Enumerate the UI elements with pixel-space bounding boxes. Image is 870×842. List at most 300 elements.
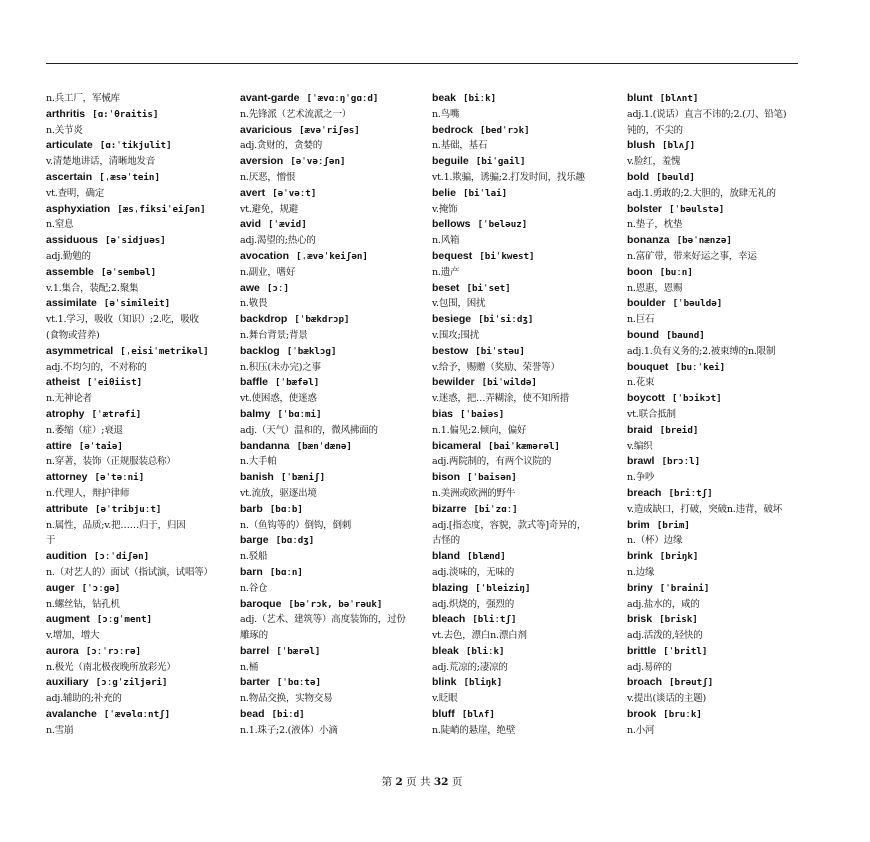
- definition-line: [627, 154, 803, 170]
- column-2: [240, 91, 416, 739]
- headword-line: [432, 502, 608, 518]
- headword-line: [627, 549, 803, 565]
- headword-line: [240, 312, 416, 328]
- definition-line: [46, 423, 222, 439]
- headword-line: [432, 375, 608, 391]
- headword-line: [432, 312, 608, 328]
- phonetic: [bɑːb]: [269, 503, 303, 515]
- definition-line: [432, 423, 608, 439]
- definition: n.代理人，辩护律师: [46, 487, 130, 499]
- definition: v.增加，增大: [46, 630, 100, 642]
- definition: n.萎缩（症）;衰退: [46, 424, 123, 436]
- headword: asphyxiation: [46, 202, 111, 215]
- definition: v.提出(谈话的主题): [627, 693, 706, 705]
- headword: barge: [240, 534, 269, 547]
- headword: baffle: [240, 376, 269, 389]
- definition: n.风箱: [432, 235, 460, 247]
- definition: vt.避免，规避: [240, 203, 299, 215]
- current-page-number: 2: [395, 776, 403, 788]
- definition-line: [627, 597, 803, 613]
- definition-line: [46, 691, 222, 707]
- headword: brawl: [627, 455, 655, 468]
- headword: blunt: [627, 92, 653, 104]
- headword-line: [240, 502, 416, 518]
- headword-line: [627, 675, 803, 691]
- definition-line: [627, 565, 803, 581]
- definition: vt.使困惑，使迷惑: [240, 393, 317, 405]
- headword-line: [46, 549, 222, 565]
- phonetic: [ɔːgˈment]: [96, 614, 153, 626]
- definition: adj.1.勇敢的;2.大胆的，放肆无礼的: [627, 187, 776, 199]
- column-3: [432, 91, 608, 739]
- definition: vt.去色，漂白n.漂白剂: [432, 630, 527, 642]
- definition-line: [46, 217, 222, 233]
- phonetic: [ˌeisiˈmetrikəl]: [120, 345, 209, 357]
- headword-line: [432, 154, 608, 170]
- definition-line: [627, 186, 803, 202]
- phonetic: [əˈtribjuːt]: [95, 503, 162, 515]
- definition: adj.（艺术、建筑等）高度装饰的，过份: [240, 614, 406, 626]
- headword-line: [46, 612, 222, 628]
- definition-line: [240, 202, 416, 218]
- definition: v.给予，赐赠（奖励、荣誉等）: [432, 361, 560, 373]
- headword-line: [240, 565, 416, 581]
- headword-line: [240, 470, 416, 486]
- definition: adj.勤勉的: [46, 250, 91, 262]
- headword-line: [432, 581, 608, 597]
- headword: braid: [627, 423, 653, 436]
- definition: n.陡峭的悬崖，绝壁: [432, 724, 516, 736]
- headword: beguile: [432, 155, 469, 168]
- definition-line: [46, 91, 222, 107]
- definition-line: [240, 454, 416, 470]
- phonetic: [ɔːˈrɔːrə]: [85, 645, 142, 657]
- definition-line: [432, 454, 608, 470]
- definition-line: [240, 360, 416, 376]
- phonetic: [buːn]: [659, 266, 693, 278]
- definition: n.1.偏见;2.倾向，偏好: [432, 424, 527, 436]
- phonetic: [bliːtʃ]: [472, 614, 517, 626]
- headword: auxiliary: [46, 676, 89, 689]
- definition-line: [240, 691, 416, 707]
- headword-line: [432, 470, 608, 486]
- headword-line: [627, 644, 803, 660]
- headword-line: [46, 675, 222, 691]
- definition-line: [627, 439, 803, 455]
- definition-line: [240, 549, 416, 565]
- phonetic: [əˈsidjuəs]: [104, 235, 166, 247]
- definition: n.谷仓: [240, 582, 268, 594]
- phonetic: [ɑ:ˈθraitis]: [92, 108, 159, 120]
- headword: atheist: [46, 376, 80, 389]
- definition: adj.1.负有义务的;2.被束缚的n.限制: [627, 345, 776, 357]
- definition: n.关节炎: [46, 124, 83, 136]
- definition-line: [46, 312, 222, 328]
- definition-line: [46, 281, 222, 297]
- phonetic: [əˈsembəl]: [100, 266, 157, 278]
- definition-line: [240, 233, 416, 249]
- phonetic: [bedˈrɔk]: [479, 124, 530, 136]
- headword: augment: [46, 613, 90, 626]
- phonetic: [blænd]: [467, 551, 506, 563]
- phonetic: [ˌæsəˈtein]: [99, 171, 160, 183]
- headword-line: [627, 518, 803, 534]
- definition: n.花束: [627, 377, 655, 389]
- headword: bandanna: [240, 439, 290, 452]
- definition: n.窒息: [46, 219, 74, 231]
- headword-line: [46, 502, 222, 518]
- headword: avant-garde: [240, 92, 300, 104]
- definition: adj.[指态度，容貌，款式等]奇异的，: [432, 519, 587, 531]
- phonetic: [ævəˈriʃəs]: [298, 124, 360, 136]
- headword-line: [46, 344, 222, 360]
- phonetic: [əˈsimileit]: [103, 298, 171, 310]
- headword-line: [432, 217, 608, 233]
- phonetic: [ˈætrəfi]: [91, 408, 142, 420]
- phonetic: [bəˈnænzə]: [676, 235, 732, 247]
- phonetic: [bliːk]: [465, 645, 505, 657]
- definition-line: [432, 391, 608, 407]
- headword-line: [627, 265, 803, 281]
- definition: vt.流放，驱逐出境: [240, 487, 317, 499]
- definition-line: [432, 170, 608, 186]
- phonetic: [æsˌfiksiˈeiʃən]: [117, 203, 206, 215]
- definition: v.眨眼: [432, 693, 458, 705]
- headword-line: [432, 675, 608, 691]
- definition-line: [432, 518, 608, 534]
- headword-line: [46, 644, 222, 660]
- definition-line: [627, 312, 803, 328]
- definition: n.积压(未办完)之事: [240, 361, 321, 373]
- headword-line: [46, 581, 222, 597]
- headword: bizarre: [432, 502, 467, 515]
- phonetic: [biˈzɑː]: [473, 503, 518, 515]
- phonetic: [bəuld]: [656, 171, 695, 183]
- headword: bestow: [432, 344, 469, 357]
- phonetic: [baund]: [666, 329, 705, 341]
- headword-line: [240, 675, 416, 691]
- definition-line: [627, 249, 803, 265]
- definition: vt.1.学习，吸收（知识）;2.吃，吸收: [46, 314, 199, 326]
- headword-line: [46, 375, 222, 391]
- headword: avaricious: [240, 123, 292, 136]
- phonetic: [ˈbɑːtə]: [276, 677, 322, 689]
- headword: backdrop: [240, 313, 288, 326]
- headword-line: [432, 707, 608, 723]
- definition: adj.1.(说话）直言不讳的;2.(刀、铅笔): [627, 108, 787, 120]
- phonetic: [ˈbeləuz]: [477, 219, 528, 231]
- phonetic: [ˈbɑːmi]: [277, 408, 322, 420]
- headword-line: [627, 454, 803, 470]
- definition-line: [240, 296, 416, 312]
- headword-line: [627, 581, 803, 597]
- phonetic: [ˌævəˈkeiʃən]: [296, 250, 368, 262]
- definition: n.小河: [627, 724, 655, 736]
- definition-line: [240, 518, 416, 534]
- headword-line: [46, 265, 222, 281]
- headword: bold: [627, 170, 650, 183]
- headword: bonanza: [627, 234, 670, 247]
- definition: n.（鱼钩等的）倒钩，倒刺: [240, 519, 352, 531]
- definition-line: [46, 186, 222, 202]
- phonetic: [ˈbækdrɔp]: [294, 314, 350, 326]
- headword: brink: [627, 550, 653, 563]
- headword: blush: [627, 139, 655, 152]
- phonetic: [ˈbɔikɔt]: [671, 393, 722, 405]
- definition-line: [432, 533, 608, 549]
- headword-line: [240, 597, 416, 613]
- headword-line: [46, 407, 222, 423]
- definition-line: [432, 296, 608, 312]
- definition-line: [627, 660, 803, 676]
- definition: n.（对艺人的）面试（指试演，试唱等）: [46, 566, 213, 578]
- headword-line: [627, 360, 803, 376]
- definition-line: [627, 217, 803, 233]
- definition-line: [240, 138, 416, 154]
- phonetic: [blʌʃ]: [662, 140, 696, 152]
- headword: aversion: [240, 155, 284, 168]
- definition-line: [240, 107, 416, 123]
- headword: brittle: [627, 644, 657, 657]
- headword-line: [432, 612, 608, 628]
- definition-line: [627, 407, 803, 423]
- headword: avalanche: [46, 708, 97, 721]
- definition-line: [46, 486, 222, 502]
- phonetic: [biˈset]: [466, 282, 511, 294]
- phonetic: [əˈtaiə]: [78, 440, 123, 452]
- definition: n.1.珠子;2.(液体）小滴: [240, 724, 338, 736]
- definition: n.美洲或欧洲的野牛: [432, 487, 516, 499]
- definition-line: [432, 138, 608, 154]
- definition: adj.渴望的;热心的: [240, 235, 316, 247]
- definition-line: [46, 597, 222, 613]
- phonetic: [ˈbəuldə]: [672, 298, 723, 310]
- headword-line: [240, 533, 416, 549]
- definition: n.雪崩: [46, 724, 74, 736]
- phonetic: [bruːk]: [663, 709, 702, 721]
- phonetic: [brəutʃ]: [669, 677, 714, 689]
- definition-line: [432, 328, 608, 344]
- headword-line: [240, 186, 416, 202]
- headword: arthritis: [46, 107, 86, 120]
- headword: bound: [627, 328, 660, 341]
- headword: bland: [432, 550, 460, 563]
- definition: n.桶: [240, 661, 259, 673]
- definition: n.鸟嘴: [432, 108, 460, 120]
- headword-line: [46, 707, 222, 723]
- headword: briny: [627, 581, 653, 594]
- definition-line: [432, 565, 608, 581]
- headword-line: [46, 439, 222, 455]
- definition-line: [432, 107, 608, 123]
- headword: ascertain: [46, 170, 93, 183]
- definition: adj.炽烧的，强烈的: [432, 598, 515, 610]
- definition-line: [432, 233, 608, 249]
- definition-line: [46, 328, 222, 344]
- definition-line: [240, 581, 416, 597]
- headword: brim: [627, 518, 650, 531]
- definition: adj.贪财的，贪婪的: [240, 140, 323, 152]
- headword-line: [46, 138, 222, 154]
- headword-line: [627, 296, 803, 312]
- phonetic: [ˈbaisən]: [467, 472, 517, 484]
- headword-line: [240, 344, 416, 360]
- phonetic: [ˈbraini]: [659, 582, 710, 594]
- header-rule: [46, 63, 798, 64]
- definition-line: [432, 628, 608, 644]
- headword-line: [627, 202, 803, 218]
- definition: n.先锋派（艺术流派之一）: [240, 108, 352, 120]
- phonetic: [ˈævid]: [268, 219, 307, 231]
- definition-line: [240, 612, 416, 628]
- headword: assimilate: [46, 297, 97, 310]
- page-footer: [0, 774, 844, 789]
- definition: adj.淡味的，无味的: [432, 566, 515, 578]
- phonetic: [brim]: [656, 519, 690, 531]
- definition: v.围攻;围扰: [432, 329, 480, 341]
- phonetic: [biːd]: [271, 709, 305, 721]
- definition: n.属性，品质;v.把……归于，归因: [46, 519, 186, 531]
- phonetic: [briːtʃ]: [668, 487, 713, 499]
- definition: v.脸红，羞愧: [627, 156, 681, 168]
- phonetic: [bɑːn]: [269, 566, 303, 578]
- headword: bequest: [432, 249, 473, 262]
- definition: adj.荒凉的;凄凉的: [432, 661, 508, 673]
- definition-line: [46, 154, 222, 170]
- headword: awe: [240, 281, 260, 294]
- definition: v.1.集合，装配;2.聚集: [46, 282, 139, 294]
- headword: avid: [240, 218, 262, 231]
- headword: bluff: [432, 708, 455, 721]
- phonetic: [bəˈrɔk, bəˈrəuk]: [288, 598, 383, 610]
- headword: assiduous: [46, 234, 98, 247]
- definition: n.大手帕: [240, 456, 277, 468]
- headword: bleach: [432, 613, 466, 626]
- headword: bias: [432, 407, 454, 420]
- definition: n.厌恶，憎恨: [240, 171, 296, 183]
- definition: v.掩饰: [432, 203, 458, 215]
- headword-line: [627, 138, 803, 154]
- definition: v.包围，困扰: [432, 298, 486, 310]
- headword: breach: [627, 486, 662, 499]
- headword: barb: [240, 502, 263, 515]
- headword: bellows: [432, 218, 471, 231]
- headword-line: [432, 344, 608, 360]
- phonetic: [biˈlai]: [462, 187, 508, 199]
- definition-line: [627, 723, 803, 739]
- definition: adj.易碎的: [627, 661, 672, 673]
- definition: v.迷惑，把…弄糊涂，使不知所措: [432, 393, 570, 405]
- phonetic: [ˈeiθiist]: [86, 377, 143, 389]
- definition-line: [627, 123, 803, 139]
- definition: n.穿著，装饰（正规服装总称）: [46, 456, 176, 468]
- phonetic: [biːk]: [462, 93, 497, 104]
- phonetic: [biˈsiːdʒ]: [478, 314, 534, 326]
- definition: 于: [46, 535, 56, 547]
- phonetic: [ˈɔːgə]: [81, 582, 121, 594]
- definition-line: [432, 360, 608, 376]
- definition-line: [627, 502, 803, 518]
- headword: assemble: [46, 265, 94, 278]
- definition: 雕琢的: [240, 630, 268, 642]
- headword: baroque: [240, 597, 282, 610]
- definition: n.螺丝钻，钻孔机: [46, 598, 120, 610]
- headword: bedrock: [432, 123, 473, 136]
- headword: bison: [432, 471, 460, 484]
- phonetic: [baiˈkæmərəl]: [488, 440, 560, 452]
- definition-line: [627, 628, 803, 644]
- definition-line: [432, 486, 608, 502]
- phonetic: [biˈstəu]: [475, 345, 525, 357]
- headword-line: [432, 123, 608, 139]
- headword: besiege: [432, 313, 472, 326]
- headword: articulate: [46, 139, 93, 152]
- headword-line: [46, 202, 222, 218]
- definition-line: [627, 691, 803, 707]
- headword-line: [627, 170, 803, 186]
- definition: v.造成缺口，打破，突破n.违背，破坏: [627, 503, 783, 515]
- headword-line: [627, 423, 803, 439]
- definition-line: [46, 518, 222, 534]
- phonetic: [ɔː]: [266, 282, 289, 294]
- definition: adj.不均匀的，不对称的: [46, 361, 147, 373]
- definition-line: [46, 391, 222, 407]
- headword: blazing: [432, 581, 469, 594]
- phonetic: [ˈbritl]: [663, 645, 708, 657]
- definition: n.兵工厂，军械库: [46, 93, 120, 104]
- phonetic: [bænˈdænə]: [296, 440, 352, 452]
- definition: n.副业，嗜好: [240, 266, 296, 278]
- definition-line: [240, 486, 416, 502]
- definition: n.边缘: [627, 566, 655, 578]
- definition-line: [240, 423, 416, 439]
- headword: broach: [627, 676, 663, 689]
- phonetic: [ˈævəlɑːntʃ]: [103, 709, 171, 721]
- headword-line: [627, 707, 803, 723]
- definition: n.舞台背景;背景: [240, 329, 308, 341]
- headword-line: [432, 549, 608, 565]
- definition-line: [432, 597, 608, 613]
- definition: n.（杯）边缘: [627, 535, 683, 547]
- definition: v.清楚地讲话，清晰地发音: [46, 156, 156, 168]
- definition-line: [46, 123, 222, 139]
- headword-line: [46, 233, 222, 249]
- phonetic: [biˈgail]: [475, 156, 526, 168]
- headword-line: [240, 154, 416, 170]
- definition: n.极光（南北极夜晚所放彩光）: [46, 661, 176, 673]
- headword-line: [627, 233, 803, 249]
- headword-line: [432, 644, 608, 660]
- definition-line: [46, 454, 222, 470]
- definition-line: [240, 660, 416, 676]
- definition-line: [46, 628, 222, 644]
- definition: vt.1.欺骗，诱骗;2.打发时间，找乐趣: [432, 171, 585, 183]
- headword-line: [46, 470, 222, 486]
- definition-line: [627, 107, 803, 123]
- definition-line: [627, 533, 803, 549]
- headword-line: [432, 91, 608, 107]
- headword-line: [240, 707, 416, 723]
- definition-line: [240, 170, 416, 186]
- definition-line: [46, 723, 222, 739]
- headword: beset: [432, 281, 460, 294]
- phonetic: [brisk]: [659, 614, 698, 626]
- definition: n.争吵: [627, 472, 655, 484]
- phonetic: [blʌf]: [461, 709, 495, 721]
- phonetic: [breid]: [659, 424, 699, 436]
- headword: avocation: [240, 249, 290, 262]
- phonetic: [blʌnt]: [659, 93, 699, 104]
